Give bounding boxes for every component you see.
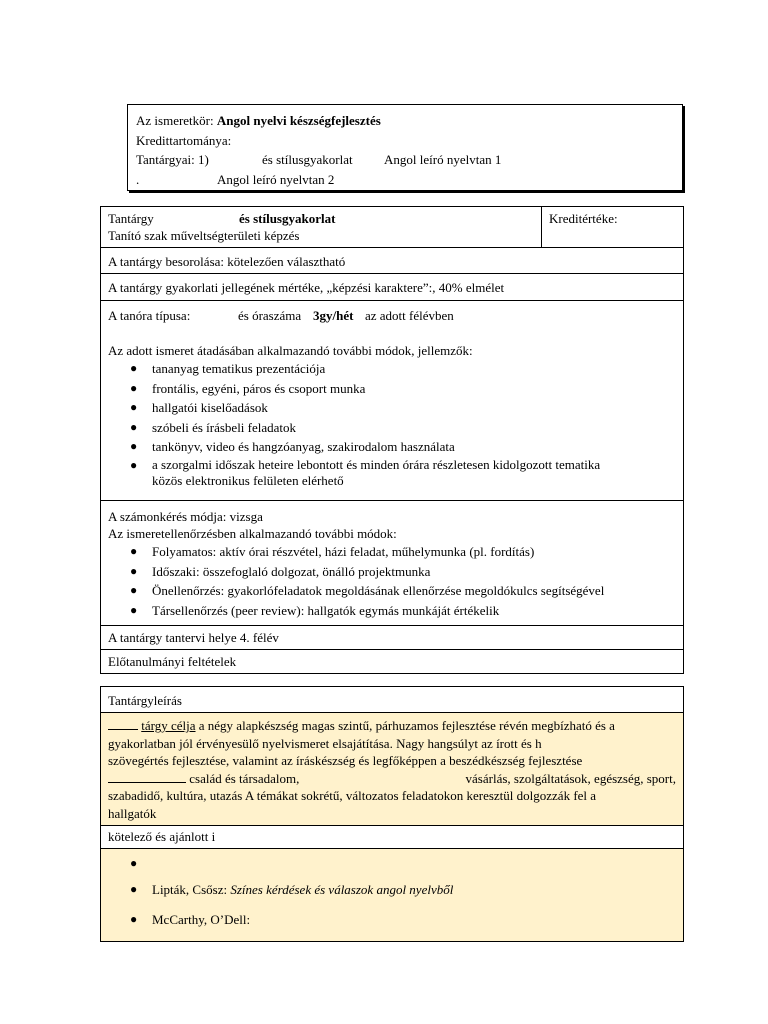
bullet-icon: ● xyxy=(130,912,138,926)
bullet-icon: ● xyxy=(130,583,138,597)
bullet-icon: ● xyxy=(130,457,138,472)
subject-label: Tantárgy xyxy=(108,211,154,226)
list-item: ● Önellenőrzés: gyakorlófeladatok megoldásának ellenőrzése megoldókulcs segítségével xyxy=(130,581,676,601)
exam-intro: Az ismeretellenőrzésben alkalmazandó további módok: xyxy=(108,526,397,541)
subject-marker: . xyxy=(136,172,140,187)
bullet-icon: ● xyxy=(130,380,138,395)
bullet-icon: ● xyxy=(130,544,138,558)
list-item: ● Időszaki: összefoglaló dolgozat, önálló projektmunka xyxy=(130,562,676,582)
literature-list xyxy=(108,854,676,930)
subject-cell xyxy=(101,207,542,248)
description-line: hallgatók xyxy=(108,805,157,821)
credit-cell xyxy=(542,207,684,248)
description-table xyxy=(100,686,684,942)
exam-mode: A számonkérés módja: vizsga xyxy=(108,509,263,524)
description-line: tárgy célja a négy alapkészség magas szintű, párhuzamos fejlesztése révén megbízható és a xyxy=(108,717,676,735)
list-item: ● Társellenőrzés (peer review): hallgatók egymás munkáját értékelik xyxy=(130,601,676,621)
bullet-icon: ● xyxy=(130,439,138,453)
bullet-icon: ● xyxy=(130,400,138,414)
group-line: Az ismeretkör: Angol nyelvi készségfejlesztés xyxy=(136,113,381,128)
bullet-icon: ● xyxy=(130,602,138,617)
list-item: ● frontális, egyéni, páros és csoport munka xyxy=(130,379,676,399)
subject-3: Angol leíró nyelvtan 2 xyxy=(217,172,335,187)
description-line: szövegértés fejlesztése, valamint az íráskészség és legfőképpen a beszédkészség fejlesztése xyxy=(108,753,583,768)
practical-row: A tantárgy gyakorlati jellegének mértéke, „képzési karaktere”:, 40% elmélet xyxy=(101,274,684,301)
methods-intro: Az adott ismeret átadásában alkalmazandó további módok, jellemzők: xyxy=(108,343,473,358)
credit-label: Kreditértéke: xyxy=(549,211,618,226)
course-group-box xyxy=(127,104,683,191)
list-item: ● Folyamatos: aktív órai részvétel, házi feladat, műhelymunka (pl. fordítás) xyxy=(130,542,676,562)
bullet-icon: ● xyxy=(130,563,138,578)
subject-name: és stílusgyakorlat xyxy=(239,211,336,226)
methods-list xyxy=(108,359,676,489)
subject-1: és stílusgyakorlat xyxy=(262,152,353,167)
description-heading: Tantárgyleírás xyxy=(101,687,684,713)
prerequisites-row: Előtanulmányi feltételek xyxy=(101,650,684,674)
list-item: ● Lipták, Csősz: Színes kérdések és válaszok angol nyelvből xyxy=(130,880,676,906)
description-line: gyakorlatban jól érvényesülő nyelvismeret elsajátítása. Nagy hangsúlyt az írott és h xyxy=(108,735,542,751)
list-item: ● tankönyv, video és hangzóanyag, szakirodalom használata xyxy=(130,437,676,457)
subjects-line: Tantárgyai: 1) xyxy=(136,152,209,167)
classification-row: A tantárgy besorolása: kötelezően választható xyxy=(101,248,684,274)
class-type-cell xyxy=(101,301,684,501)
list-item: ● a szorgalmi időszak heteire lebontott és minden órára részletesen kidolgozott tematika közös elektronikus felületen elérhető xyxy=(130,456,601,488)
subject-2: Angol leíró nyelvtan 1 xyxy=(384,152,502,167)
list-item: ● tananyag tematikus prezentációja xyxy=(130,359,676,379)
curriculum-place-row: A tantárgy tantervi helye 4. félév xyxy=(101,626,684,650)
group-name: Angol nyelvi készségfejlesztés xyxy=(216,113,381,128)
description-line: család és társadalom, vásárlás, szolgáltatások, egészség, sport, xyxy=(108,770,676,788)
exam-cell xyxy=(101,501,684,626)
subject-subtitle: Tanító szak műveltségterületi képzés xyxy=(108,228,300,243)
bullet-icon: ● xyxy=(130,419,138,434)
bullet-icon: ● xyxy=(130,361,138,375)
description-line: szabadidő, kultúra, utazás A témákat sokrétű, változatos feladatokon keresztül dolgozzák fel a xyxy=(108,788,597,803)
exam-methods-list xyxy=(108,542,676,620)
bullet-icon: ● xyxy=(130,856,138,870)
literature-body xyxy=(101,849,684,942)
credit-range-label: Kredittartománya: xyxy=(136,133,232,148)
list-item: ● szóbeli és írásbeli feladatok xyxy=(130,418,676,438)
description-body xyxy=(101,713,684,826)
class-hours: 3gy/hét xyxy=(313,308,354,323)
course-table xyxy=(100,206,684,674)
list-item xyxy=(130,854,676,880)
class-type-line: A tanóra típusa: és óraszáma 3gy/hét az adott félévben xyxy=(108,308,454,323)
list-item: ● McCarthy, O’Dell: xyxy=(130,910,676,930)
list-item: ● hallgatói kiselőadások xyxy=(130,398,676,418)
literature-heading: kötelező és ajánlott i xyxy=(101,826,684,849)
bullet-icon: ● xyxy=(130,882,138,896)
